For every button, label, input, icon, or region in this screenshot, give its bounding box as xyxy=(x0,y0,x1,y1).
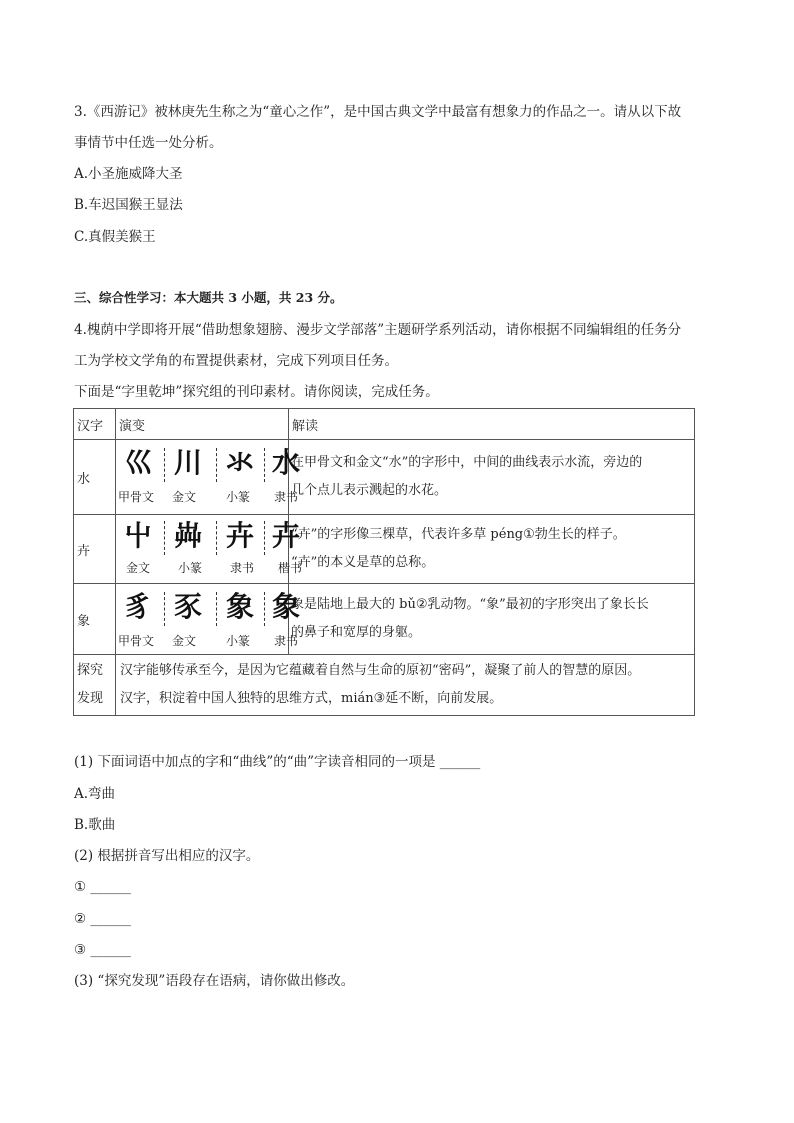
interpretation-cell xyxy=(289,515,695,584)
sub1-question: (1) 下面词语中加点的字和“曲线”的“曲”字读音相同的一项是 ______ xyxy=(74,754,481,770)
evolution-cell xyxy=(116,515,303,584)
glyph-seal: 氺 xyxy=(226,446,255,479)
interpretation-cell xyxy=(289,440,695,515)
caption: 隶书 xyxy=(274,490,299,504)
table-row xyxy=(74,440,695,515)
glyph-bronze: 屮 xyxy=(124,519,153,552)
finding-text xyxy=(116,655,695,716)
interp-line: 几个点儿表示溅起的水花。 xyxy=(291,483,448,498)
q4-intro: 下面是“字里乾坤”探究组的刊印素材。请你阅读，完成任务。 xyxy=(74,384,439,400)
q3-option-c: C.真假美猴王 xyxy=(74,229,156,245)
evolution-cell xyxy=(116,584,301,655)
caption: 隶书 xyxy=(230,561,255,575)
dashed-divider xyxy=(164,448,165,482)
glyph-clerical: 卉 xyxy=(226,519,255,552)
dashed-divider xyxy=(264,448,265,482)
sub1-option-a: A.弯曲 xyxy=(74,786,116,802)
dashed-divider xyxy=(216,521,217,555)
sub2-blank-1: ① ______ xyxy=(74,879,131,895)
glyph-clerical: 象 xyxy=(272,590,301,623)
caption: 小篆 xyxy=(178,561,203,575)
caption: 甲骨文 xyxy=(118,490,155,504)
character-table xyxy=(73,408,695,716)
row-char: 象 xyxy=(74,584,116,655)
dashed-divider xyxy=(264,592,265,626)
header-evolution: 演变 xyxy=(116,409,289,440)
caption: 小篆 xyxy=(226,490,251,504)
row-char: 卉 xyxy=(74,515,116,584)
glyph-oracle: 巛 xyxy=(124,446,153,479)
caption: 金文 xyxy=(126,561,151,575)
header-interpretation: 解读 xyxy=(289,409,695,440)
interpretation-cell xyxy=(289,584,695,655)
row-char: 水 xyxy=(74,440,116,515)
caption: 隶书 xyxy=(274,634,299,648)
glyph-clerical: 水 xyxy=(272,446,301,479)
sub2-blank-3: ③ ______ xyxy=(74,942,131,958)
glyph-oracle: 豸 xyxy=(124,590,153,623)
interp-line: 在甲骨文和金文“水”的字形中，中间的曲线表示水流，旁边的 xyxy=(291,455,643,470)
sub2-question: (2) 根据拼音写出相应的汉字。 xyxy=(74,848,260,864)
finding-line: 汉字，积淀着中国人独特的思维方式，mián③延不断，向前发展。 xyxy=(120,691,503,706)
glyph-regular: 卉 xyxy=(272,519,301,552)
caption: 小篆 xyxy=(226,634,251,648)
glyph-bronze: 豕 xyxy=(174,590,203,623)
dashed-divider xyxy=(264,521,265,555)
interp-line: “卉”的本义是草的总称。 xyxy=(291,555,435,570)
caption: 金文 xyxy=(172,634,197,648)
table-row xyxy=(74,515,695,584)
evolution-cell xyxy=(116,440,301,515)
finding-label xyxy=(74,655,116,716)
caption: 金文 xyxy=(172,490,197,504)
sub1-option-b: B.歌曲 xyxy=(74,817,116,833)
table-header-row xyxy=(74,409,695,440)
q3-line2: 事情节中任选一处分析。 xyxy=(74,135,223,151)
interp-line: 象是陆地上最大的 bǔ②乳动物。“象”最初的字形突出了象长长 xyxy=(291,597,649,612)
q3-option-b: B.车迟国猴王显法 xyxy=(74,197,183,213)
glyph-seal: 象 xyxy=(226,590,255,623)
finding-line: 汉字能够传承至今，是因为它蕴藏着自然与生命的原初“密码”，凝聚了前人的智慧的原因。 xyxy=(120,663,641,678)
header-char: 汉字 xyxy=(74,409,116,440)
q3-line1: 3.《西游记》被林庚先生称之为“童心之作”，是中国古典文学中最富有想象力的作品之一。请从以下故 xyxy=(74,104,682,120)
caption: 甲骨文 xyxy=(118,634,155,648)
q4-line1: 4.槐荫中学即将开展“借助想象翅膀、漫步文学部落”主题研学系列活动，请你根据不同编辑组的任务分 xyxy=(74,322,682,338)
dashed-divider xyxy=(216,592,217,626)
interp-line: “卉”的字形像三棵草，代表许多草 péng①勃生长的样子。 xyxy=(291,527,626,542)
glyph-bronze: 川 xyxy=(174,446,203,479)
dashed-divider xyxy=(164,521,165,555)
dashed-divider xyxy=(164,592,165,626)
finding-label-line: 发现 xyxy=(77,691,104,706)
glyph-seal: 芔 xyxy=(174,519,203,552)
section-heading: 三、综合性学习：本大题共 3 小题，共 23 分。 xyxy=(74,290,343,305)
sub3-question: (3) “探究发现”语段存在语病，请你做出修改。 xyxy=(74,973,355,989)
finding-label-line: 探究 xyxy=(77,663,104,678)
q4-line2: 工为学校文学角的布置提供素材，完成下列项目任务。 xyxy=(74,353,398,369)
table-row xyxy=(74,584,695,655)
dashed-divider xyxy=(216,448,217,482)
interp-line: 的鼻子和宽厚的身躯。 xyxy=(291,625,422,640)
q3-option-a: A.小圣施威降大圣 xyxy=(74,166,183,182)
table-row-finding xyxy=(74,655,695,716)
sub2-blank-2: ② ______ xyxy=(74,911,131,927)
caption: 楷书 xyxy=(278,561,303,575)
